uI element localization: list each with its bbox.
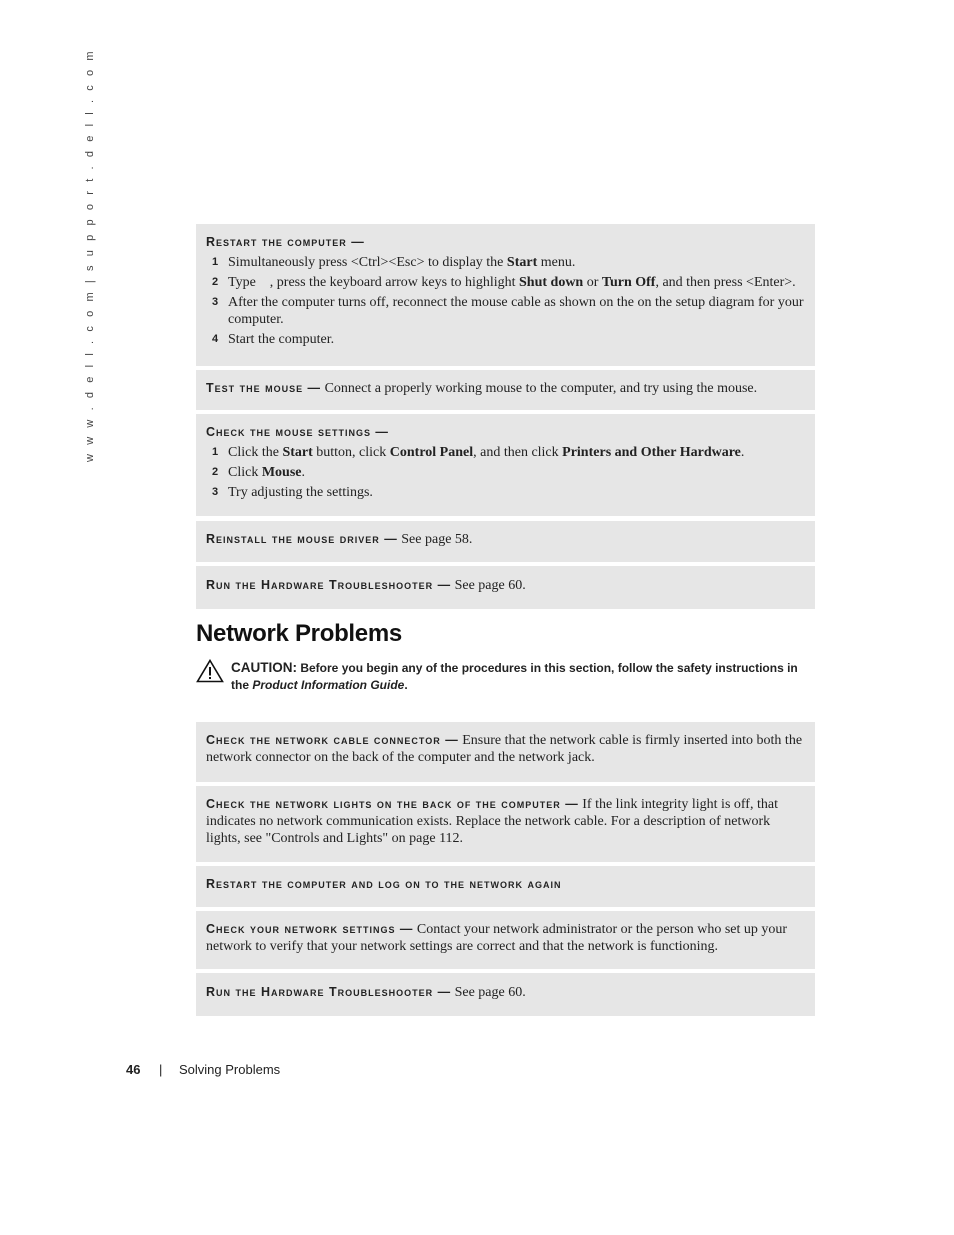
- restart-logon-box: [196, 866, 815, 907]
- restart-logon-heading: Restart the computer and log on to the network again: [206, 877, 562, 891]
- list-item: 3 Try adjusting the settings.: [212, 485, 373, 500]
- network-cable-heading: Check the network cable connector —: [206, 733, 459, 747]
- network-settings-box: Check your network settings — Contact your network administrator or the person who set up your network to verify that your network settings are correct and that the network is functioning.: [196, 911, 815, 969]
- page-title: Network Problems: [196, 620, 402, 647]
- restart-computer-box: [196, 224, 815, 366]
- caution-icon: [196, 659, 224, 683]
- hw-troubleshooter-box-2: Run the Hardware Troubleshooter — See page 60.: [196, 973, 815, 1016]
- reinstall-heading: Reinstall the mouse driver —: [206, 532, 398, 546]
- restart-heading: Restart the computer —: [206, 235, 365, 249]
- reinstall-driver-box: Reinstall the mouse driver — See page 58.: [196, 521, 815, 562]
- list-item: 1 Click the Start button, click Control Panel, and then click Printers and Other Hardware.: [212, 445, 745, 460]
- network-cable-box: Check the network cable connector — Ensure that the network cable is firmly inserted into both the network connector on the back of the computer and the network jack.: [196, 722, 815, 782]
- caution-notice: CAUTION: Before you begin any of the procedures in this section, follow the safety instructions in the Product Information Guide.: [196, 659, 816, 694]
- test-mouse-heading: Test the mouse —: [206, 381, 322, 395]
- check-mouse-settings-heading: Check the mouse settings —: [206, 425, 389, 439]
- hw-troubleshooter-heading-2: Run the Hardware Troubleshooter —: [206, 985, 452, 999]
- page-number: 46: [126, 1062, 141, 1077]
- list-item: 4 Start the computer.: [212, 332, 335, 347]
- caution-label: CAUTION:: [231, 660, 297, 675]
- check-mouse-settings-box: [196, 414, 815, 516]
- product-guide-title: Product Information Guide: [252, 678, 405, 692]
- hw-troubleshooter-heading: Run the Hardware Troubleshooter —: [206, 578, 452, 592]
- list-item: 2 Type , press the keyboard arrow keys to highlight Shut down or Turn Off, and then press <Enter>.: [212, 275, 796, 290]
- hw-troubleshooter-box-1: Run the Hardware Troubleshooter — See page 60.: [196, 566, 815, 609]
- list-item: 2 Click Mouse.: [212, 465, 306, 480]
- network-lights-heading: Check the network lights on the back of the computer —: [206, 797, 579, 811]
- list-item: 3 After the computer turns off, reconnect the mouse cable as shown on the on the setup diagram for your computer.: [212, 295, 804, 327]
- footer-separator: |: [159, 1062, 163, 1077]
- test-mouse-box: Test the mouse — Connect a properly working mouse to the computer, and try using the mouse.: [196, 370, 815, 410]
- page-footer: [126, 1062, 281, 1077]
- network-settings-heading: Check your network settings —: [206, 922, 414, 936]
- side-url: w w w . d e l l . c o m | s u p p o r t . d e l l . c o m: [84, 48, 96, 462]
- list-item: 1 Simultaneously press <Ctrl><Esc> to display the Start menu.: [212, 255, 576, 270]
- section-name: Solving Problems: [179, 1062, 281, 1077]
- network-lights-box: Check the network lights on the back of the computer — If the link integrity light is off, that indicates no network communication exists. Replace the network cable. For a description of network lights, see "Controls and Lights" on page 112.: [196, 786, 815, 862]
